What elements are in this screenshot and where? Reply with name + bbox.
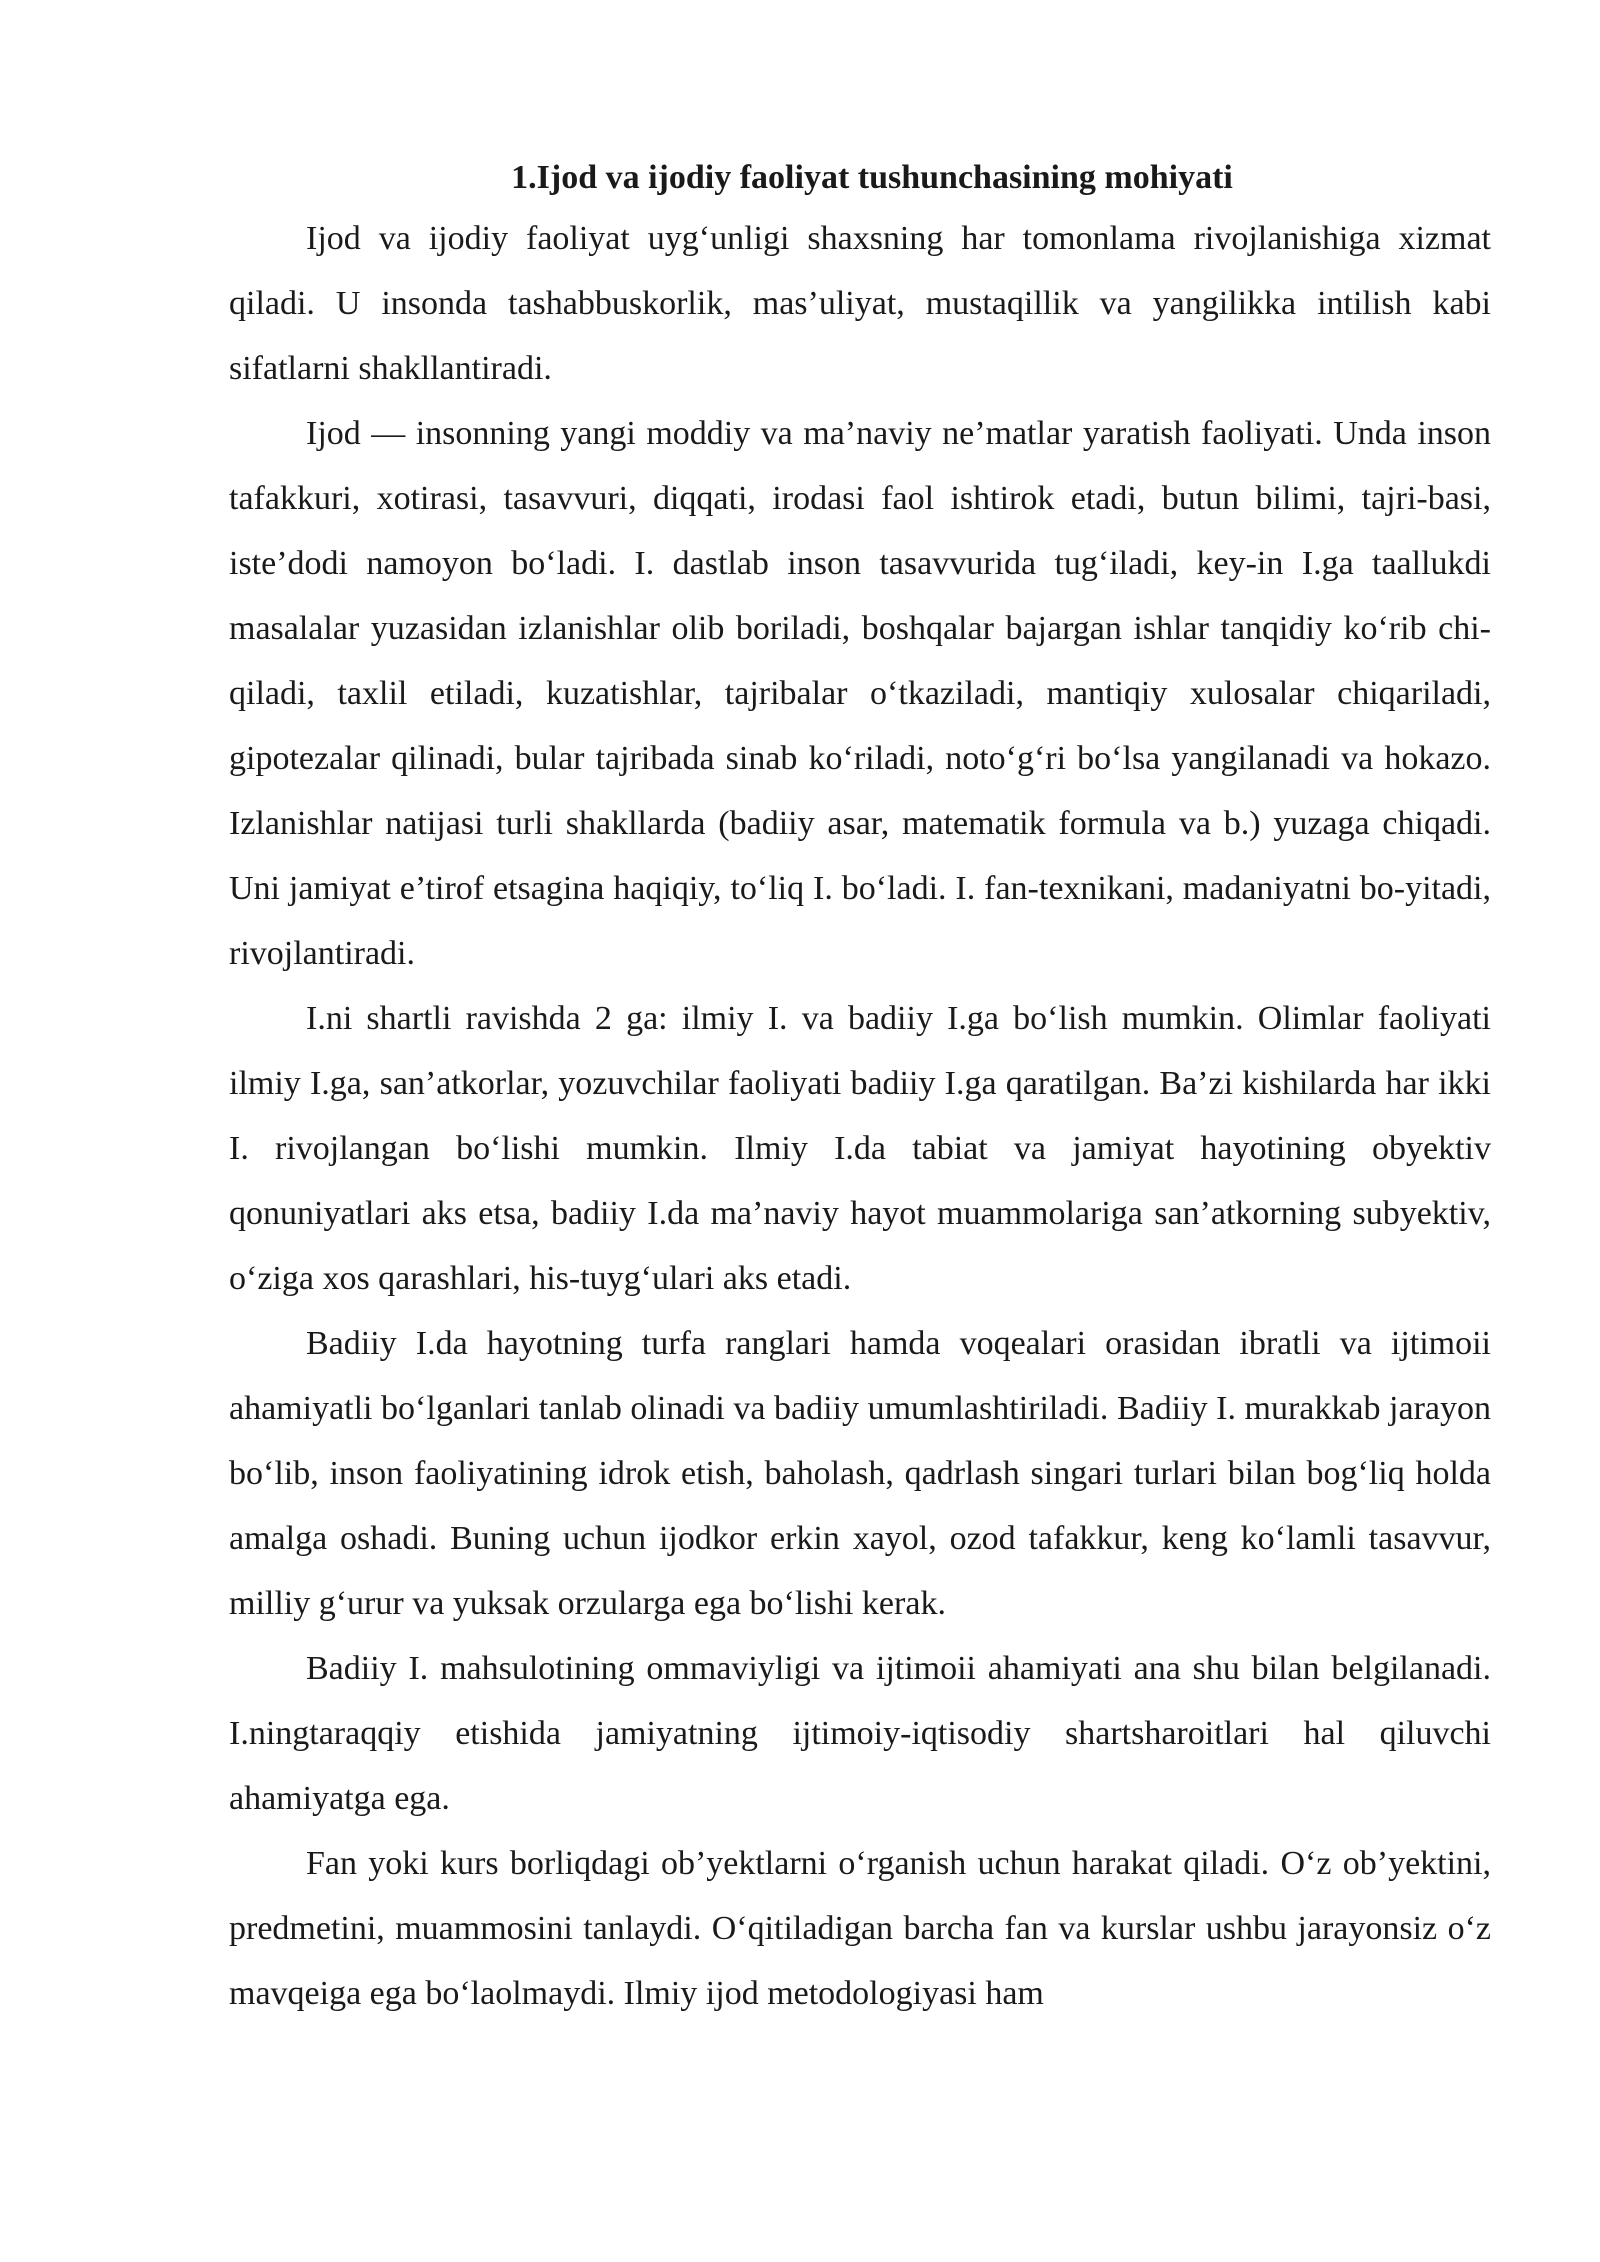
document-title: 1.Ijod va ijodiy faoliyat tushunchasining mohiyati [511,159,1233,196]
paragraph-5: Badiiy I. mahsulotining ommaviyligi va ijtimoii ahamiyati ana shu bilan belgilanadi. I.ningtaraqqiy etishida jamiyatning ijtimoiy-iqtisodiy shartsharoitlari hal qiluvchi ahamiyatga ega. [229,1650,1491,1817]
paragraph-6: Fan yoki kurs borliqdagi ob’yektlarni o‘rganish uchun harakat qiladi. O‘z ob’yektini, predmetini, muammosini tanlaydi. O‘qitiladigan barcha fan va kurslar ushbu jarayonsiz o‘z mavqeiga ega bo‘laolmaydi. Ilmiy ijod metodologiyasi ham [229,1845,1491,2012]
paragraph-1: Ijod va ijodiy faoliyat uyg‘unligi shaxsning har tomonlama rivojlanishiga xizmat qiladi. U insonda tashabbuskorlik, mas’uliyat, mustaqillik va yangilikka intilish kabi sifatlarni shakllantiradi. [229,220,1491,387]
paragraph-3: I.ni shartli ravishda 2 ga: ilmiy I. va badiiy I.ga bo‘lish mumkin. Olimlar faoliyati ilmiy I.ga, san’atkorlar, yozuvchilar faoliyati badiiy I.ga qaratilgan. Ba’zi kishilarda har ikki I. rivojlangan bo‘lishi mumkin. Ilmiy I.da tabiat va jamiyat hayotining obyektiv qonuniyatlari aks etsa, badiiy I.da ma’naviy hayot muammolariga san’atkorning subyektiv, o‘ziga xos qarashlari, his-tuyg‘ulari aks etadi. [229,1000,1491,1297]
paragraph-4: Badiiy I.da hayotning turfa ranglari hamda voqealari orasidan ibratli va ijtimoii ahamiyatli bo‘lganlari tanlab olinadi va badiiy umumlashtiriladi. Badiiy I. murakkab jarayon bo‘lib, inson faoliyatining idrok etish, baholash, qadrlash singari turlari bilan bog‘liq holda amalga oshadi. Buning uchun ijodkor erkin xayol, ozod tafakkur, keng ko‘lamli tasavvur, milliy g‘urur va yuksak orzularga ega bo‘lishi kerak. [229,1325,1491,1622]
document-page [229,150,1491,2026]
paragraph-2: Ijod — insonning yangi moddiy va ma’naviy ne’matlar yaratish faoliyati. Unda inson tafakkuri, xotirasi, tasavvuri, diqqati, irodasi faol ishtirok etadi, butun bilimi, tajri-basi, iste’dodi namoyon bo‘ladi. I. dastlab inson tasavvurida tug‘iladi, key-in I.ga taallukdi masalalar yuzasidan izlanishlar olib boriladi, boshqalar bajargan ishlar tanqidiy ko‘rib chi-qiladi, taxlil etiladi, kuzatishlar, tajribalar o‘tkaziladi, mantiqiy xulosalar chiqariladi, gipotezalar qilinadi, bular tajribada sinab ko‘riladi, noto‘g‘ri bo‘lsa yangilanadi va hokazo. Izlanishlar natijasi turli shakllarda (badiiy asar, matematik formula va b.) yuzaga chiqadi. Uni jamiyat e’tirof etsagina haqiqiy, to‘liq I. bo‘ladi. I. fan-texnikani, madaniyatni bo-yitadi, rivojlantiradi. [229,415,1491,972]
